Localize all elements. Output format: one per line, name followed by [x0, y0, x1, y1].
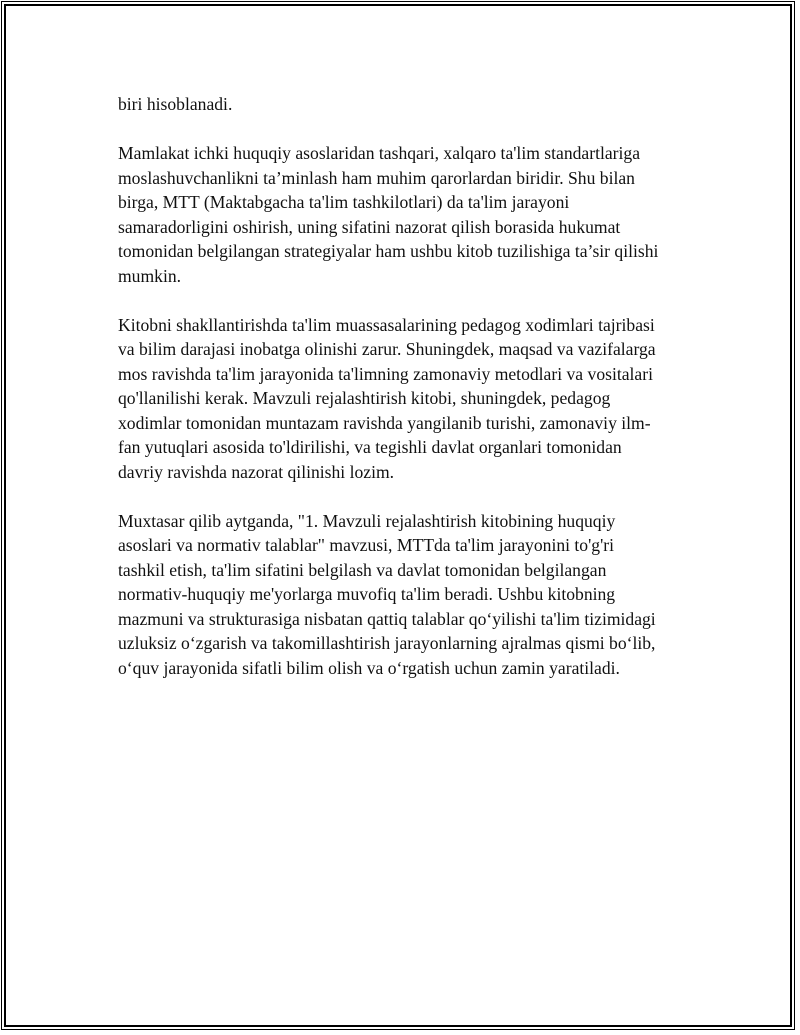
text-line: samaradorligini oshirish, uning sifatini nazorat qilish borasida hukumat	[118, 216, 621, 237]
text-line: mumkin.	[118, 265, 182, 286]
text-line: tomonidan belgilangan strategiyalar ham ushbu kitob tuzilishiga ta’sir qilishi	[118, 241, 659, 261]
text-line: Kitobni shakllantirishda ta'lim muassasalarining pedagog xodimlari tajribasi	[118, 314, 655, 335]
text-line: Muxtasar qilib aytganda, "1. Mavzuli rejalashtirish kitobining huquqiy	[118, 510, 616, 531]
paragraph-3	[118, 313, 688, 485]
text-line: uzluksiz o‘zgarish va takomillashtirish jarayonlarning ajralmas qismi bo‘lib,	[118, 633, 656, 653]
text-line: o‘quv jarayonida sifatli bilim olish va o‘rgatish uchun zamin yaratiladi.	[118, 657, 620, 678]
text-line: va bilim darajasi inobatga olinishi zarur. Shuningdek, maqsad va vazifalarga	[118, 339, 656, 359]
text-line: xodimlar tomonidan muntazam ravishda yangilanib turishi, zamonaviy ilm-	[118, 412, 651, 433]
text-line: mazmuni va strukturasiga nisbatan qattiq talablar qo‘yilishi ta'lim tizimidagi	[118, 608, 656, 629]
text-line: tashkil etish, ta'lim sifatini belgilash va davlat tomonidan belgilangan	[118, 559, 607, 580]
text-line: normativ-huquqiy me'yorlarga muvofiq ta'lim beradi. Ushbu kitobning	[118, 584, 616, 604]
paragraph-2	[118, 141, 688, 288]
text-line: davriy ravishda nazorat qilinishi lozim.	[118, 461, 395, 482]
paragraph-4	[118, 509, 688, 681]
text-line: Mamlakat ichki huquqiy asoslaridan tashqari, xalqaro ta'lim standartlariga	[118, 143, 641, 163]
text-line: moslashuvchanlikni ta’minlash ham muhim qarorlardan biridir. Shu bilan	[118, 167, 635, 188]
paragraph-1	[118, 92, 688, 117]
text-line: qo'llanilishi kerak. Mavzuli rejalashtirish kitobi, shuningdek, pedagog	[118, 388, 611, 408]
document-body	[118, 92, 688, 705]
text-line: birga, MTT (Maktabgacha ta'lim tashkilotlari) da ta'lim jarayoni	[118, 192, 570, 212]
text-line: biri hisoblanadi.	[118, 94, 233, 114]
text-line: fan yutuqlari asosida to'ldirilishi, va tegishli davlat organlari tomonidan	[118, 437, 622, 457]
text-line: mos ravishda ta'lim jarayonida ta'limning zamonaviy metodlari va vositalari	[118, 363, 653, 384]
text-line: asoslari va normativ talablar" mavzusi, MTTda ta'lim jarayonini to'g'ri	[118, 535, 614, 555]
